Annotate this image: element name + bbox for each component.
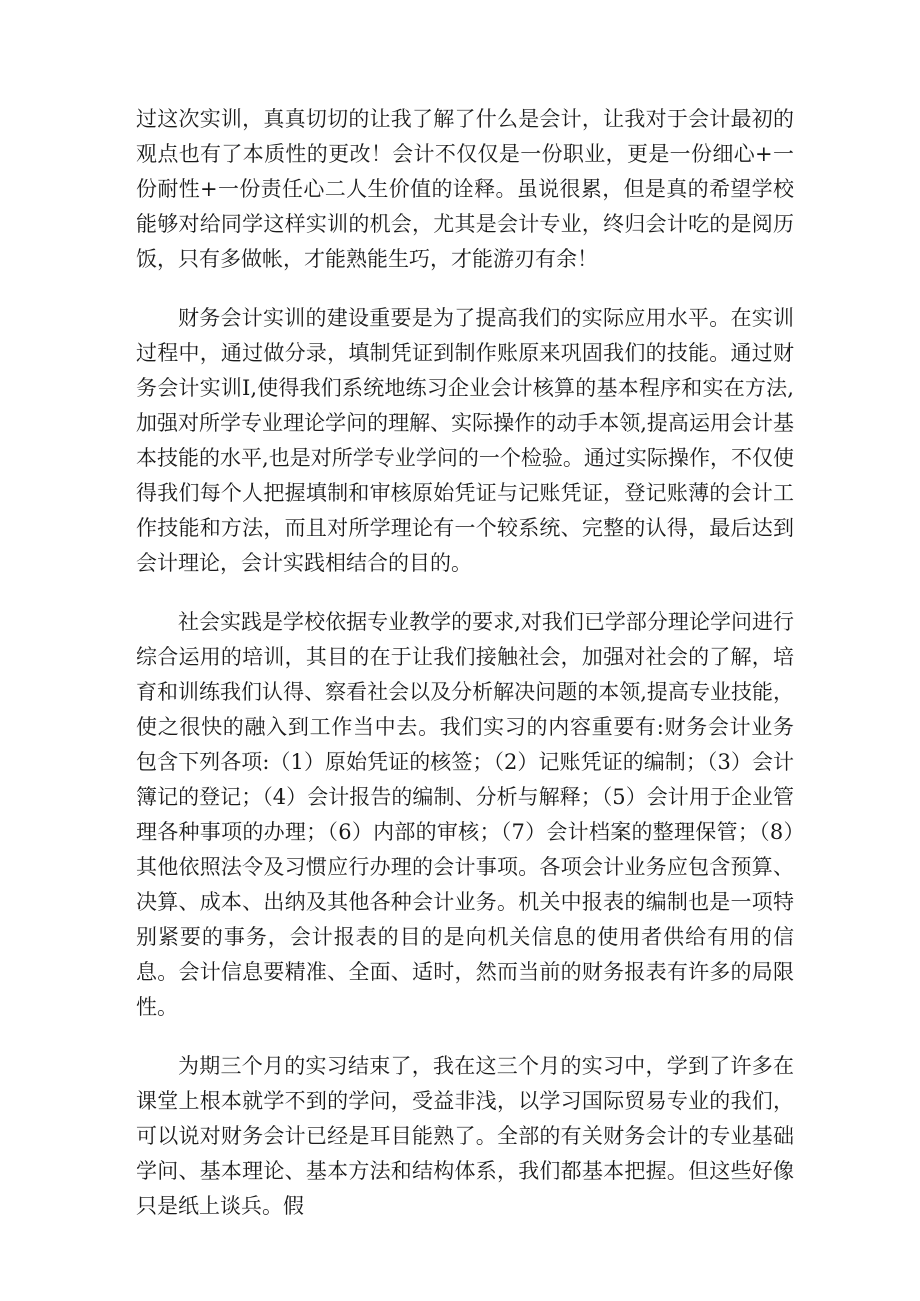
paragraph-2: 财务会计实训的建设重要是为了提高我们的实际应用水平。在实训过程中，通过做分录，填制凭证到制作账原来巩固我们的技能。通过财务会计实训I,使得我们系统地练习企业会计核算的基本程序和实在方法,加强对所学专业理论学问的理解、实际操作的动手本领,提高运用会计基本技能的水平,也是对所学专业学问的一个检验。通过实际操作，不仅使得我们每个人把握填制和审核原始凭证与记账凭证，登记账薄的会计工作技能和方法，而且对所学理论有一个较系统、完整的认得，最后达到会计理论，会计实践相结合的目的。: [136, 306, 794, 575]
document-body: [136, 102, 794, 1248]
paragraph-3: 社会实践是学校依据专业教学的要求,对我们已学部分理论学问进行综合运用的培训，其目的在于让我们接触社会，加强对社会的了解，培育和训练我们认得、察看社会以及分析解决问题的本领,提高专业技能，使之很快的融入到工作当中去。我们实习的内容重要有:财务会计业务包含下列各项:（1）原始凭证的核签；（2）记账凭证的编制；（3）会计簿记的登记；（4）会计报告的编制、分析与解释；（5）会计用于企业管理各种事项的办理；（6）内部的审核；（7）会计档案的整理保管；（8）其他依照法令及习惯应行办理的会计事项。各项会计业务应包含预算、决算、成本、出纳及其他各种会计业务。机关中报表的编制也是一项特别紧要的事务，会计报表的目的是向机关信息的使用者供给有用的信息。会计信息要精准、全面、适时，然而当前的财务报表有许多的局限性。: [136, 610, 794, 1019]
paragraph-4: 为期三个月的实习结束了，我在这三个月的实习中，学到了许多在课堂上根本就学不到的学问，受益非浅，以学习国际贸易专业的我们，可以说对财务会计已经是耳目能熟了。全部的有关财务会计的专业基础学问、基本理论、基本方法和结构体系，我们都基本把握。但这些好像只是纸上谈兵。假: [136, 1054, 794, 1218]
paragraph-1: 过这次实训，真真切切的让我了解了什么是会计，让我对于会计最初的观点也有了本质性的更改！会计不仅仅是一份职业，更是一份细心+一份耐性+一份责任心二人生价值的诠释。虽说很累，但是真的希望学校能够对给同学这样实训的机会，尤其是会计专业，终归会计吃的是阅历饭，只有多做帐，才能熟能生巧，才能游刃有余！: [136, 107, 794, 271]
